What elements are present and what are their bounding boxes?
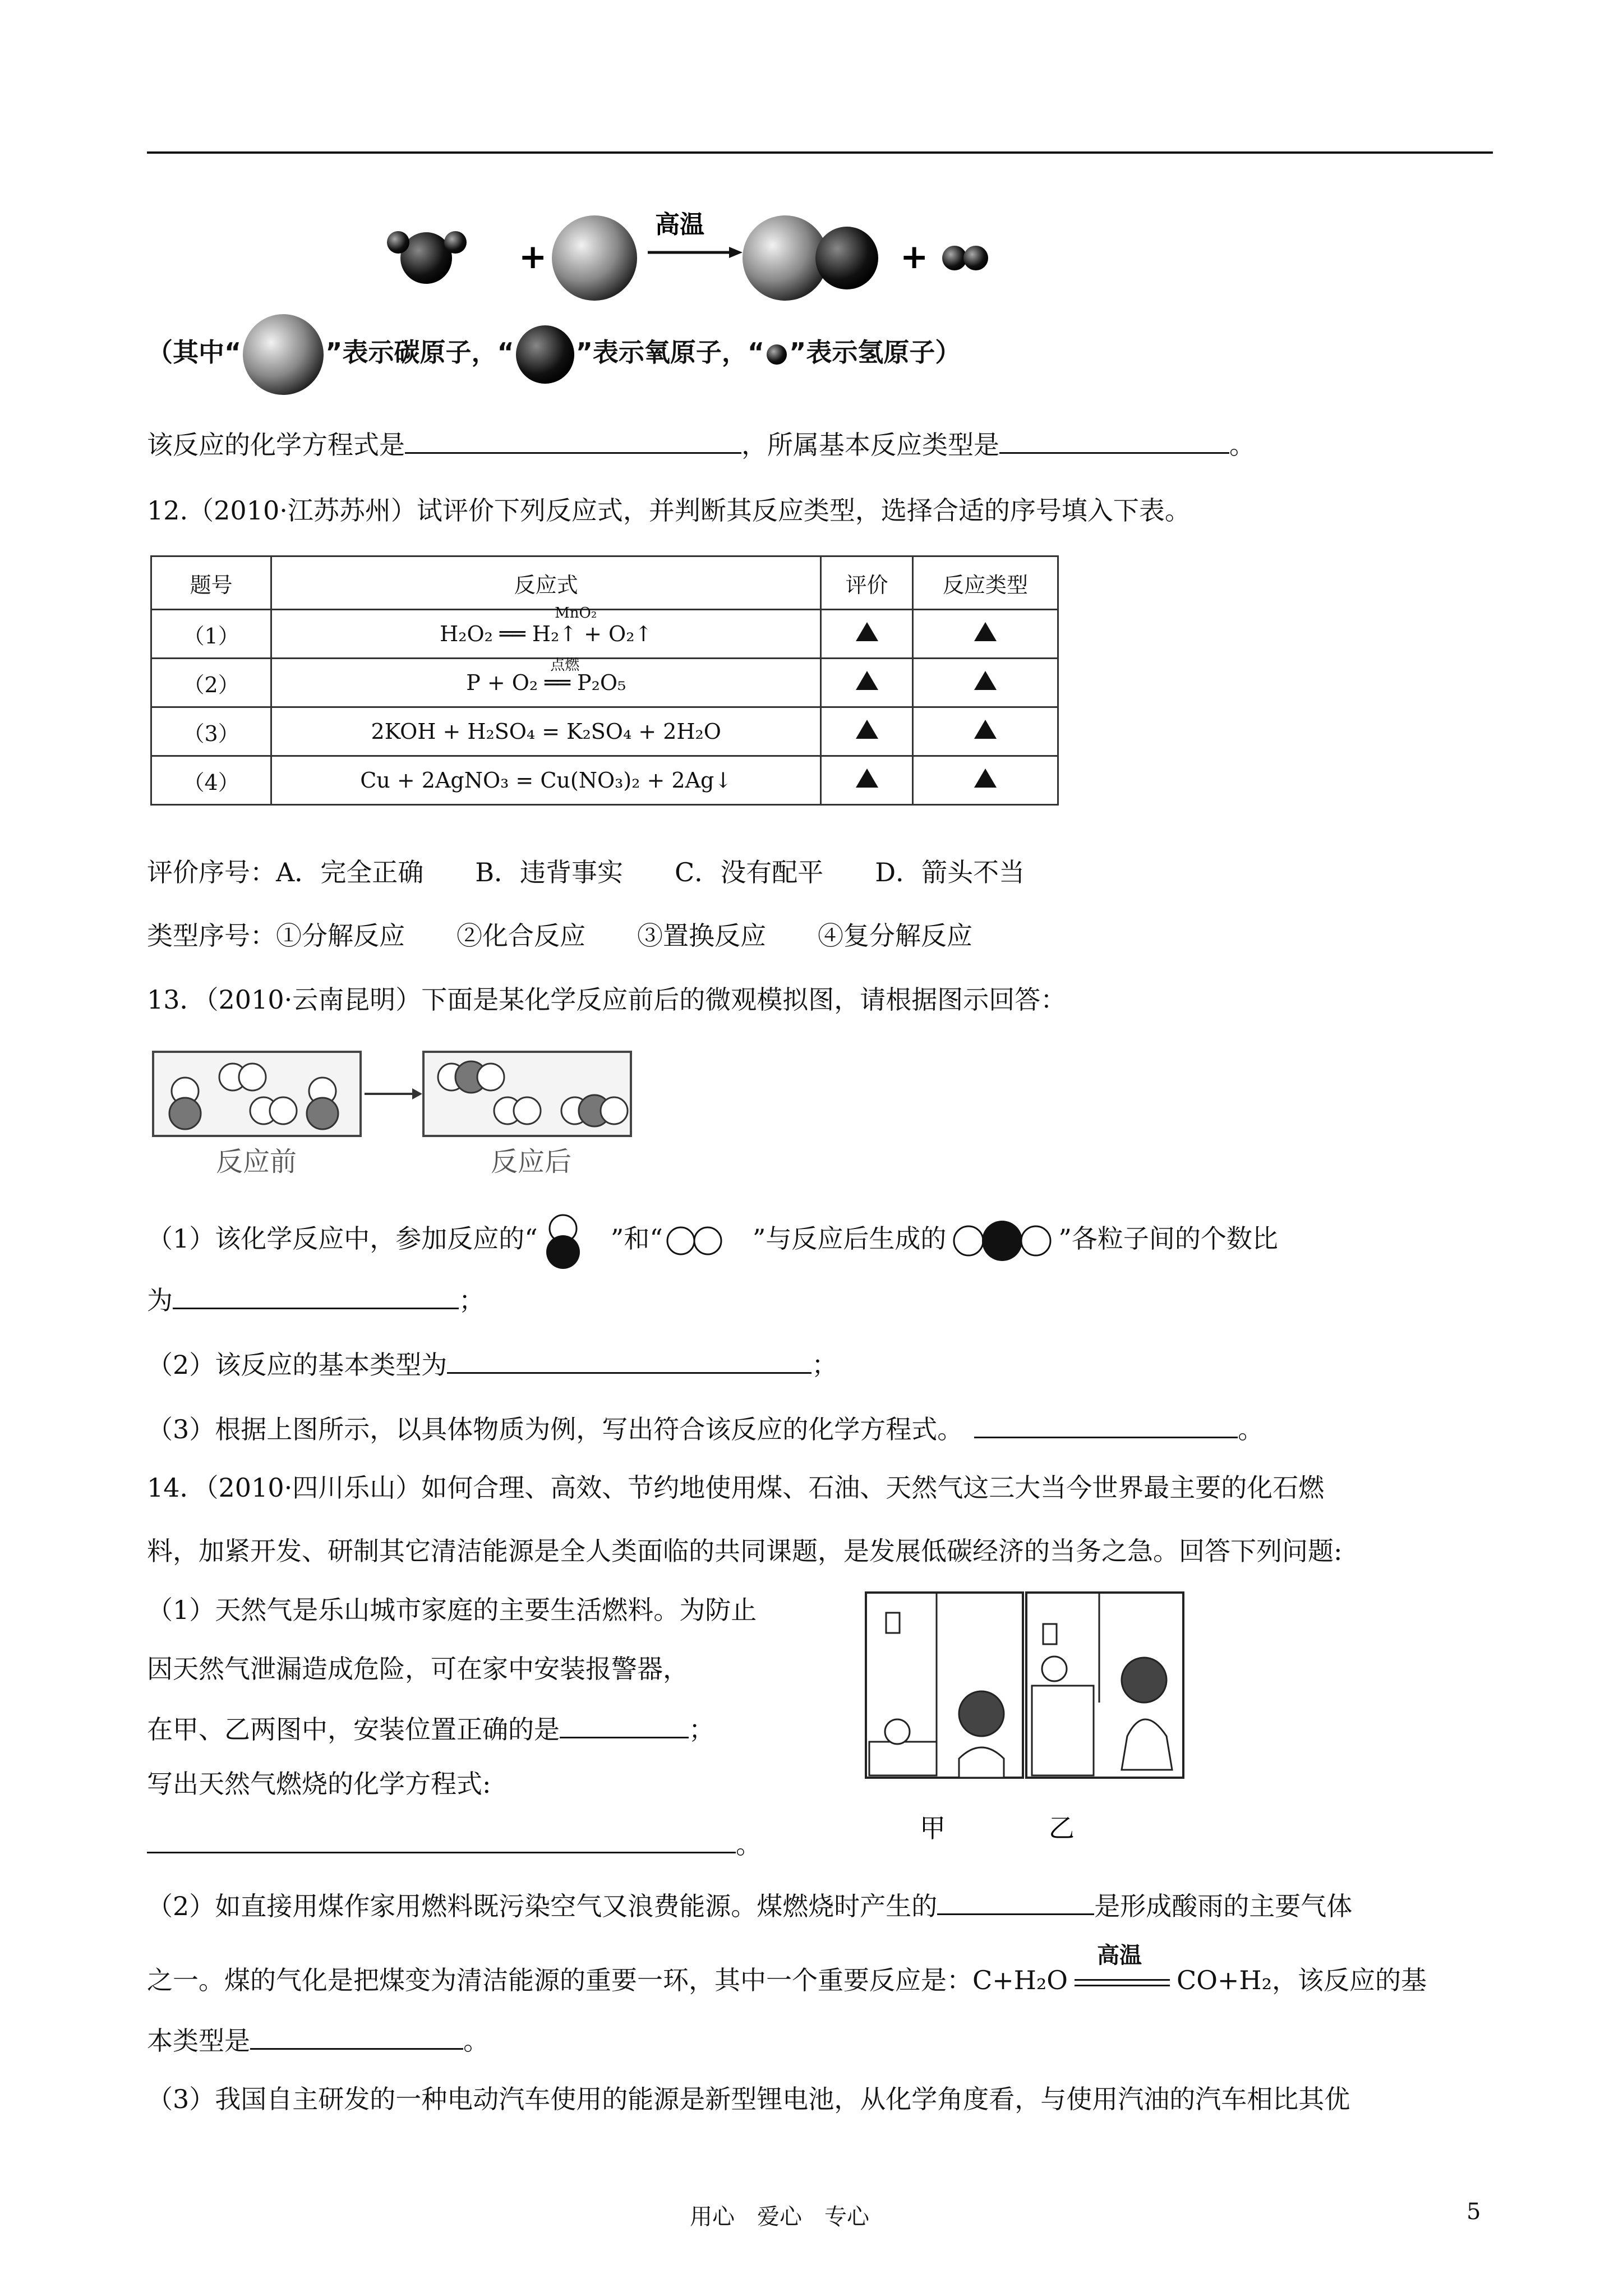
acid-rain-gas-blank[interactable] bbox=[937, 1888, 1094, 1915]
q14-part1-line1: （1）天然气是乐山城市家庭的主要生活燃料。为防止 bbox=[147, 1595, 757, 1625]
q12-stem: 12.（2010·江苏苏州）试评价下列反应式，并判断其反应类型，选择合适的序号填入下表。 bbox=[147, 495, 1191, 526]
co-molecule bbox=[743, 215, 828, 301]
type-cell[interactable] bbox=[912, 610, 1058, 659]
reaction-type-blank[interactable] bbox=[447, 1346, 811, 1374]
q14-part1-line3: 在甲、乙两图中，安装位置正确的是 ； bbox=[147, 1711, 714, 1746]
figure-label-yi: 乙 bbox=[1049, 1813, 1075, 1843]
type-cell[interactable] bbox=[912, 756, 1058, 805]
q12-table bbox=[150, 555, 1059, 806]
table-row: （2） 点燃 P + O₂ ══ P₂O₅ bbox=[151, 659, 1058, 707]
q14-stem-line2: 料，加紧开发、研制其它清洁能源是全人类面临的共同课题，是发展低碳经济的当务之急。回答下列问题: bbox=[147, 1536, 1343, 1566]
h2-molecule bbox=[942, 246, 967, 270]
before-label: 反应前 bbox=[216, 1146, 297, 1177]
header-no: 题号 bbox=[151, 556, 271, 610]
q11-answer-line: 该反应的化学方程式是 ，所属基本反应类型是 。 bbox=[147, 426, 1255, 462]
type-cell[interactable] bbox=[912, 707, 1058, 756]
equation-blank[interactable] bbox=[974, 1411, 1238, 1438]
triangle-icon bbox=[974, 671, 997, 690]
q13-part1-answer: 为 ； bbox=[147, 1282, 485, 1317]
table-row: （1） MnO₂ H₂O₂ ══ H₂↑ + O₂↑ bbox=[151, 610, 1058, 659]
header-type: 反应类型 bbox=[912, 556, 1058, 610]
page-number: 5 bbox=[1467, 2199, 1481, 2225]
evaluation-cell[interactable] bbox=[821, 756, 913, 805]
q14-part1-line2: 因天然气泄漏造成危险，可在家中安装报警器， bbox=[147, 1654, 689, 1684]
q13-part1: （1）该化学反应中，参加反应的“ ”和“ ”与反应后生成的 ”各粒子间的个数比 bbox=[147, 1222, 1278, 1258]
triangle-icon bbox=[974, 769, 997, 788]
header-evaluation: 评价 bbox=[821, 556, 913, 610]
q14-part2-line2: 之一。煤的气化是把煤变为清洁能源的重要一环，其中一个重要反应是：C+H₂O 高温 CO+H₂，该反应的基 bbox=[147, 1943, 1427, 1995]
carbon-atom bbox=[552, 215, 637, 301]
q14-part1-line5: 。 bbox=[147, 1826, 762, 1861]
triangle-icon bbox=[856, 671, 878, 690]
triangle-icon bbox=[974, 720, 997, 739]
type-cell[interactable] bbox=[912, 659, 1058, 707]
triangle-icon bbox=[974, 622, 997, 641]
table-row: （4） Cu + 2AgNO₃ = Cu(NO₃)₂ + 2Ag↓ bbox=[151, 756, 1058, 805]
reaction-scheme-figure bbox=[370, 202, 1015, 314]
q14-part1-line4: 写出天然气燃烧的化学方程式: bbox=[147, 1769, 491, 1799]
reaction-condition: 高温 bbox=[655, 210, 704, 239]
after-label: 反应后 bbox=[491, 1146, 572, 1177]
micro-model-figure bbox=[149, 1046, 642, 1181]
triangle-icon bbox=[856, 769, 878, 788]
figure-label-jia: 甲 bbox=[920, 1813, 946, 1843]
header-equation: 反应式 bbox=[271, 556, 821, 610]
q13-part3: （3）根据上图所示，以具体物质为例，写出符合该反应的化学方程式。 。 bbox=[147, 1411, 1264, 1446]
equation-blank[interactable] bbox=[405, 426, 741, 454]
atom-legend: （其中“ ”表示碳原子，“ ”表示氧原子，“ ”表示氢原子） bbox=[147, 330, 961, 375]
evaluation-options: 评价序号：A．完全正确 B．违背事实 C．没有配平 D．箭头不当 bbox=[147, 857, 1025, 887]
type-options: 类型序号：①分解反应 ②化合反应 ③置换反应 ④复分解反应 bbox=[147, 921, 972, 951]
svg-text:+: + bbox=[519, 237, 547, 277]
q14-part3-line1: （3）我国自主研发的一种电动汽车使用的能源是新型锂电池，从化学角度看，与使用汽油的汽车相比其优 bbox=[147, 2084, 1350, 2114]
triangle-icon bbox=[856, 720, 878, 739]
svg-text:+: + bbox=[900, 237, 929, 277]
q14-part2-line1: （2）如直接用煤作家用燃料既污染空气又浪费能源。煤燃烧时产生的 是形成酸雨的主要气体 bbox=[147, 1888, 1352, 1923]
reaction-type-blank[interactable] bbox=[250, 2022, 463, 2050]
reaction-type-blank[interactable] bbox=[999, 426, 1229, 454]
table-row: （3） 2KOH + H₂SO₄ = K₂SO₄ + 2H₂O bbox=[151, 707, 1058, 756]
header-rule bbox=[147, 151, 1493, 154]
evaluation-cell[interactable] bbox=[821, 659, 913, 707]
position-blank[interactable] bbox=[560, 1711, 689, 1738]
evaluation-cell[interactable] bbox=[821, 610, 913, 659]
q14-stem-line1: 14．（2010·四川乐山）如何合理、高效、节约地使用煤、石油、天然气这三大当今世界最主要的化石燃 bbox=[147, 1473, 1325, 1503]
evaluation-cell[interactable] bbox=[821, 707, 913, 756]
ratio-blank[interactable] bbox=[173, 1282, 459, 1309]
q13-stem: 13．（2010·云南昆明）下面是某化学反应前后的微观模拟图，请根据图示回答： bbox=[147, 984, 1067, 1015]
q14-part2-line3: 本类型是 。 bbox=[147, 2022, 489, 2058]
combustion-equation-blank[interactable] bbox=[147, 1826, 736, 1853]
triangle-icon bbox=[856, 622, 878, 641]
gas-alarm-figure bbox=[864, 1590, 1189, 1848]
q13-part2: （2）该反应的基本类型为 ； bbox=[147, 1346, 837, 1382]
footer-slogan: 用心 爱心 专心 bbox=[690, 2204, 869, 2230]
